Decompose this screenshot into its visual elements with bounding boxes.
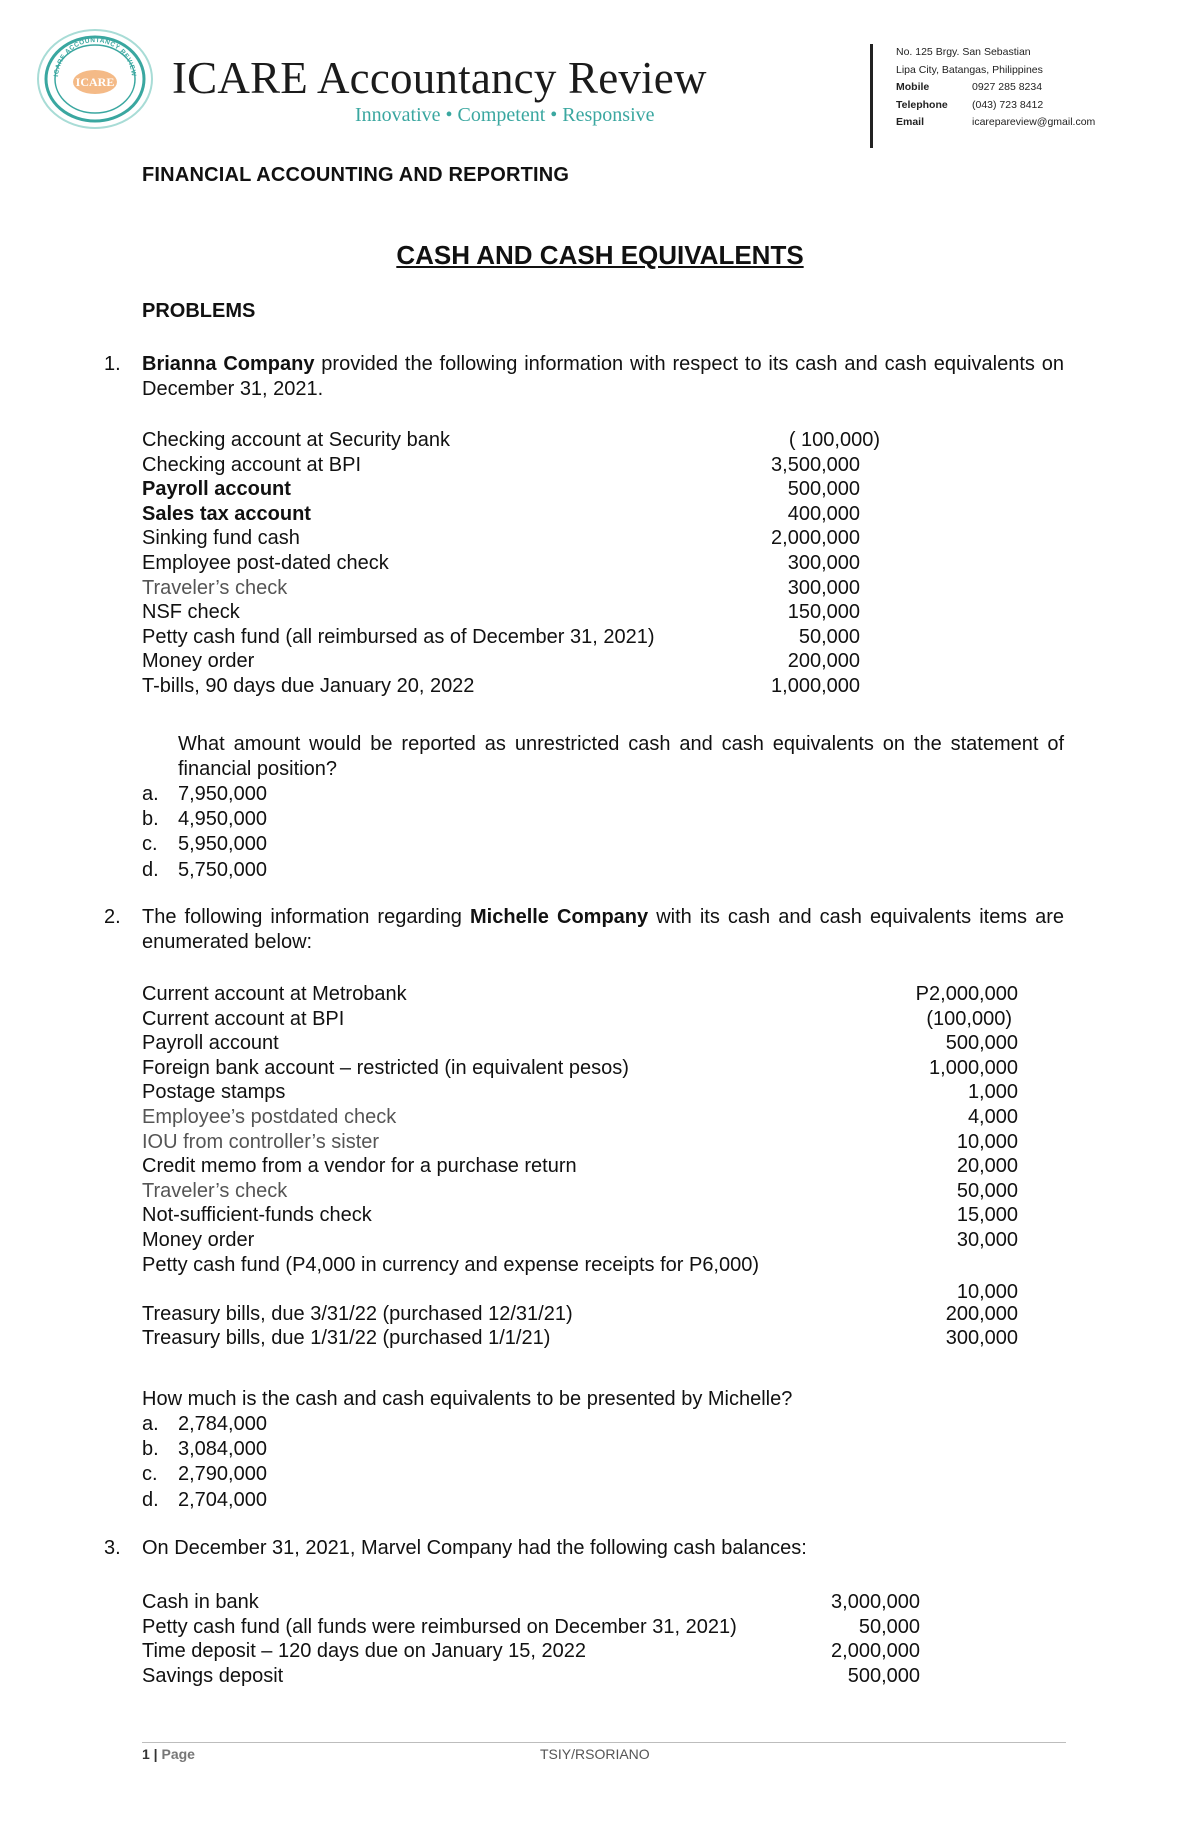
problem-2-number: 2. [104,906,121,928]
footer-page [142,1746,195,1762]
page-separator: | [149,1746,162,1762]
problem-2-intro-text: with its cash and cash equivalents items are enumerated below: [142,906,1064,953]
item-amount: 300,000 [787,551,860,574]
item-amount: 400,000 [787,502,860,525]
item-label: Sales tax account [142,502,311,525]
item-label: Traveler’s check [142,576,288,599]
item-amount: P2,000,000 [915,983,1018,1005]
choice-key: d. [142,858,159,881]
choice-key: b. [142,808,159,831]
choice-key: b. [142,1438,159,1461]
choice-a [142,1412,267,1437]
mobile-number: 0927 285 8234 [972,81,1043,93]
item-amount: 300,000 [945,1327,1018,1350]
choice-key: c. [142,833,158,856]
list-item [142,1253,1018,1302]
choice-value: 3,084,000 [178,1438,267,1461]
item-label: Petty cash fund (P4,000 in currency and expense receipts for P6,000) [142,1253,760,1276]
list-item [142,649,860,674]
item-amount: 3,500,000 [771,453,860,476]
list-item [142,600,860,625]
item-amount: 500,000 [847,1664,920,1687]
page-label: Page [161,1746,195,1762]
choice-key: d. [142,1488,159,1511]
item-label: T-bills, 90 days due January 20, 2022 [142,674,475,697]
list-item [142,1105,1018,1130]
item-label: Time deposit – 120 days due on January 15, 2022 [142,1640,587,1663]
list-item [142,526,860,551]
item-label: Current account at Metrobank [142,983,407,1005]
item-label: Payroll account [142,1032,279,1055]
item-label: Checking account at BPI [142,453,362,476]
item-amount: 3,000,000 [831,1591,920,1613]
list-item [142,1031,1018,1056]
item-amount: 200,000 [787,650,860,673]
problem-1-items [142,428,880,699]
item-amount: 15,000 [956,1204,1018,1227]
list-item [142,1154,1018,1179]
item-label: Savings deposit [142,1664,284,1687]
problem-1-question: What amount would be reported as unrestricted cash and cash equivalents on the statement of financial position? [178,733,1064,780]
item-amount: 300,000 [787,576,860,599]
item-label: NSF check [142,601,240,624]
item-label: IOU from controller’s sister [142,1130,380,1153]
list-item [142,453,860,478]
item-amount: 1,000 [967,1081,1018,1104]
list-item [142,1664,920,1689]
item-amount: 500,000 [945,1032,1018,1055]
header-divider [870,44,873,148]
item-label: Payroll account [142,478,291,501]
list-item [142,428,880,453]
item-label: Employee post-dated check [142,551,389,574]
item-amount: 500,000 [787,478,860,501]
list-item [142,576,860,601]
item-label: Sinking fund cash [142,527,300,550]
item-amount: (100,000) [926,1007,1012,1030]
list-item [142,1228,1018,1253]
item-label: Cash in bank [142,1591,259,1613]
address-line-1: No. 125 Brgy. San Sebastian [896,46,1031,58]
problem-1-company: Brianna Company [142,353,315,375]
problem-3-intro: On December 31, 2021, Marvel Company had the following cash balances: [142,1537,807,1559]
item-amount: 50,000 [798,625,860,648]
item-label: Current account at BPI [142,1007,345,1030]
list-item [142,1179,1018,1204]
list-item [142,1590,920,1615]
footer-divider [142,1742,1066,1743]
item-amount: 200,000 [945,1302,1018,1325]
list-item [142,982,1018,1007]
problem-2-items [142,982,1018,1351]
problem-2-question: How much is the cash and cash equivalents to be presented by Michelle? [142,1388,793,1410]
brand-tagline: Innovative • Competent • Responsive [355,104,655,126]
subject-heading: FINANCIAL ACCOUNTING AND REPORTING [142,164,570,186]
item-amount: 2,000,000 [831,1640,920,1663]
list-item [142,551,860,576]
item-label: Money order [142,1228,255,1251]
item-label: Treasury bills, due 3/31/22 (purchased 12/31/21) [142,1302,573,1325]
list-item [142,625,860,650]
item-label: Traveler’s check [142,1179,288,1202]
list-item [142,1007,1018,1032]
list-item [142,1302,1018,1327]
problem-2-intro [142,905,1064,955]
problem-2-choices [142,1412,267,1513]
page-title: CASH AND CASH EQUIVALENTS [396,240,804,270]
item-amount: 150,000 [787,601,860,624]
list-item [142,1203,1018,1228]
item-label: Petty cash fund (all reimbursed as of December 31, 2021) [142,625,655,648]
problem-1-choices [142,782,267,883]
item-amount: 1,000,000 [929,1056,1018,1079]
problem-1-intro [142,352,1064,402]
choice-b [142,807,267,832]
item-amount: 4,000 [967,1105,1018,1128]
icare-logo-icon [36,28,154,130]
choice-value: 2,704,000 [178,1488,267,1511]
mobile-label: Mobile [896,81,930,93]
choice-key: a. [142,1413,159,1435]
choice-a [142,782,267,807]
item-amount: 50,000 [858,1615,920,1638]
problem-1-intro-text: provided the following information with respect to its cash and cash equivalents on December 31, 2021. [142,353,1064,400]
list-item [142,1615,920,1640]
address-line-2: Lipa City, Batangas, Philippines [896,63,1043,76]
choice-value: 4,950,000 [178,808,267,831]
telephone-number: (043) 723 8412 [972,98,1044,111]
list-item [142,1080,1018,1105]
problem-1-number: 1. [104,353,121,375]
problem-2-company: Michelle Company [470,906,649,928]
email-address: icarepareview@gmail.com [972,116,1096,128]
problem-3-items [142,1590,920,1688]
item-amount: 10,000 [956,1280,1018,1303]
choice-key: a. [142,783,159,805]
list-item [142,1130,1018,1155]
footer-author: TSIY/RSORIANO [540,1746,650,1762]
choice-c [142,832,267,857]
list-item [142,674,860,699]
choice-key: c. [142,1463,158,1486]
choice-b [142,1437,267,1462]
choice-d [142,1488,267,1513]
choice-value: 2,790,000 [178,1463,267,1486]
contact-block [896,44,1095,132]
logo-ring-text: ICARE ACCOUNTANCY REVIEW [53,36,138,78]
item-amount: 20,000 [956,1155,1018,1178]
item-label: Checking account at Security bank [142,429,450,451]
item-label: Money order [142,650,255,673]
item-amount: ( 100,000) [788,429,880,451]
problem-2-intro-pre: The following information regarding [142,906,471,928]
list-item [142,1056,1018,1081]
choice-value: 5,950,000 [178,833,267,856]
list-item [142,1639,920,1664]
page-number: 1 [142,1746,150,1762]
list-item [142,502,860,527]
telephone-label: Telephone [896,98,948,111]
brand-title: ICARE Accountancy Review [172,53,707,103]
choice-value: 2,784,000 [178,1413,267,1435]
choice-d [142,858,267,883]
item-amount: 2,000,000 [771,527,860,550]
section-heading: PROBLEMS [142,300,256,322]
item-label: Employee’s postdated check [142,1105,397,1128]
list-item [142,1326,1018,1351]
item-label: Treasury bills, due 1/31/22 (purchased 1/1/21) [142,1327,551,1350]
choice-value: 7,950,000 [178,783,267,805]
item-label: Postage stamps [142,1081,286,1104]
list-item [142,477,860,502]
logo-inner-text: ICARE [75,75,115,89]
item-amount: 1,000,000 [771,674,860,697]
item-amount: 30,000 [956,1228,1018,1251]
item-amount: 10,000 [956,1130,1018,1153]
item-label: Petty cash fund (all funds were reimbursed on December 31, 2021) [142,1615,737,1638]
item-label: Foreign bank account – restricted (in equivalent pesos) [142,1056,629,1079]
item-label: Credit memo from a vendor for a purchase return [142,1155,577,1178]
email-label: Email [896,116,925,128]
problem-3-number: 3. [104,1537,121,1559]
choice-value: 5,750,000 [178,858,267,881]
item-label: Not-sufficient-funds check [142,1204,372,1227]
item-amount: 50,000 [956,1179,1018,1202]
choice-c [142,1462,267,1487]
